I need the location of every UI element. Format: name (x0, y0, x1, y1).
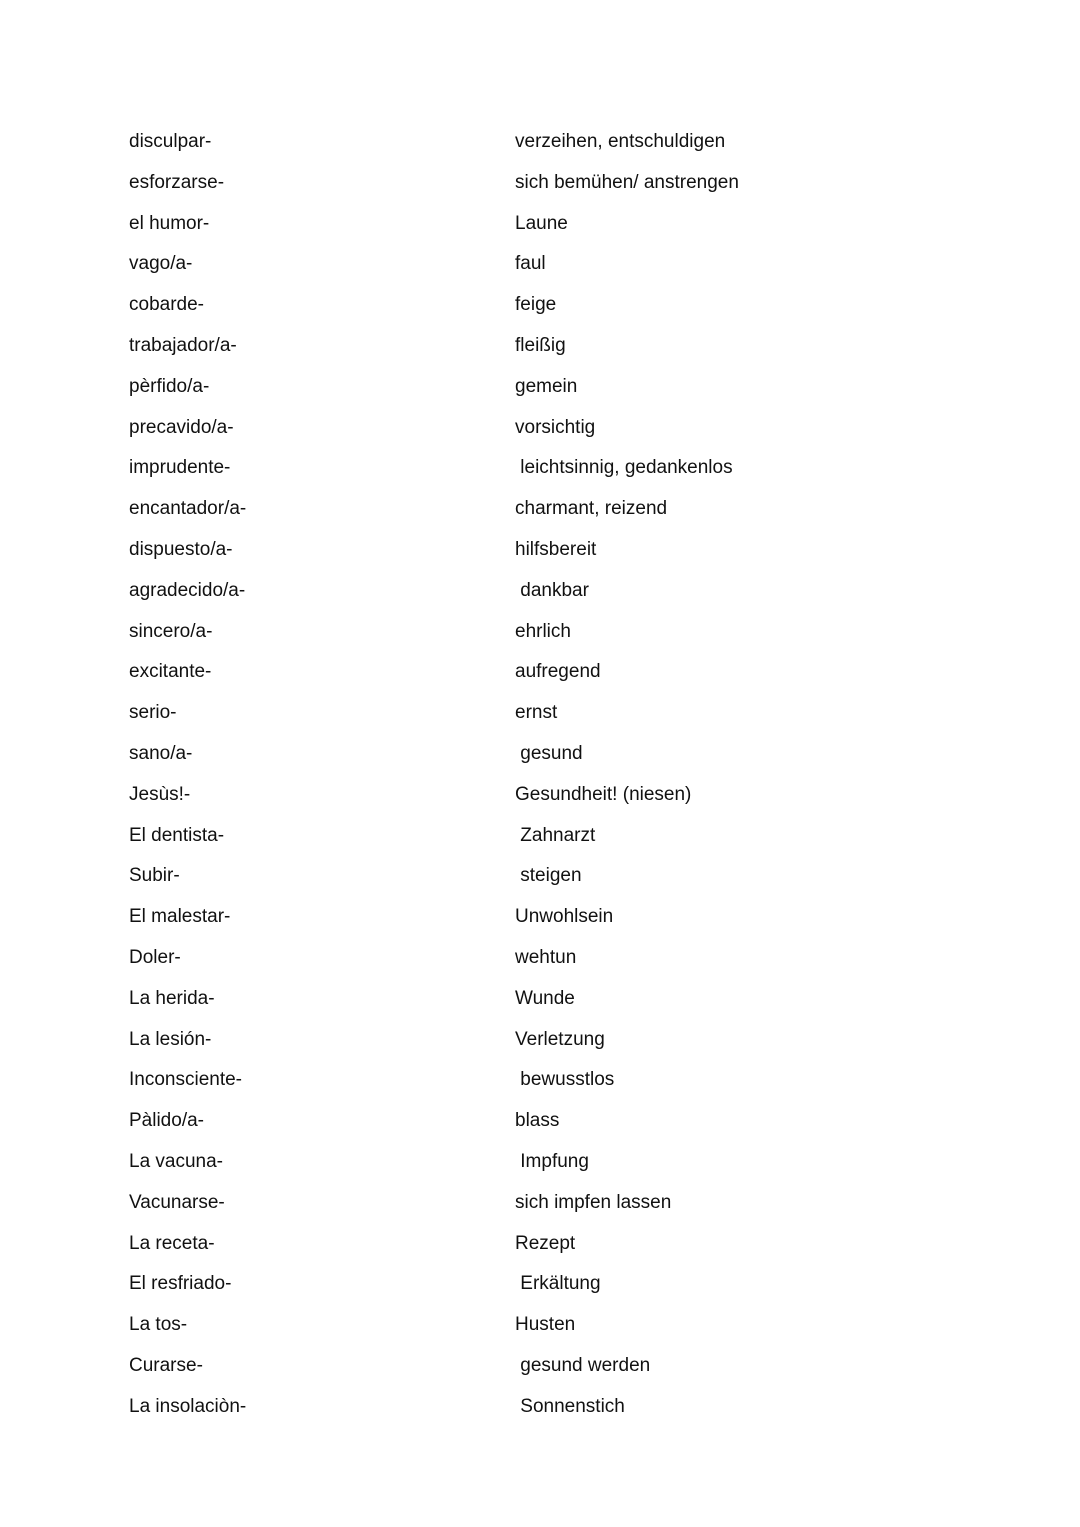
german-translation: ehrlich (515, 620, 571, 642)
german-translation: Laune (515, 212, 568, 234)
vocab-row (0, 693, 1080, 734)
german-translation: gesund (515, 742, 583, 764)
german-translation: Sonnenstich (515, 1395, 625, 1417)
spanish-term: La herida- (129, 987, 215, 1009)
spanish-term: La vacuna- (129, 1150, 224, 1172)
spanish-term: cobarde- (129, 294, 204, 316)
spanish-term: Curarse- (129, 1354, 203, 1376)
vocab-row (0, 367, 1080, 408)
spanish-term: Inconsciente- (129, 1069, 243, 1091)
vocab-row (0, 163, 1080, 204)
vocab-row (0, 1224, 1080, 1265)
vocab-row (0, 448, 1080, 489)
german-translation: Husten (515, 1314, 576, 1336)
spanish-term: sano/a- (129, 742, 193, 764)
spanish-term: Pàlido/a- (129, 1110, 204, 1132)
spanish-term: serio- (129, 702, 177, 724)
german-translation: Zahnarzt (515, 824, 596, 846)
vocab-row (0, 1387, 1080, 1428)
german-translation: vorsichtig (515, 416, 596, 438)
german-translation: sich bemühen/ anstrengen (515, 171, 739, 193)
german-translation: dankbar (515, 579, 589, 601)
spanish-term: disculpar- (129, 131, 212, 152)
spanish-term: agradecido/a- (129, 579, 246, 601)
german-translation: Rezept (515, 1232, 576, 1254)
vocab-row (0, 244, 1080, 285)
vocab-row (0, 571, 1080, 612)
vocab-row (0, 775, 1080, 816)
vocab-row (0, 938, 1080, 979)
spanish-term: excitante- (129, 661, 212, 683)
vocab-row (0, 122, 1080, 163)
spanish-term: La insolaciòn- (129, 1395, 247, 1417)
vocab-row (0, 1346, 1080, 1387)
vocab-row (0, 530, 1080, 571)
german-translation: Impfung (515, 1150, 589, 1172)
german-translation: faul (515, 253, 546, 275)
vocab-row (0, 408, 1080, 449)
german-translation: fleißig (515, 334, 566, 356)
spanish-term: Doler- (129, 946, 181, 968)
german-translation: Gesundheit! (niesen) (515, 783, 692, 805)
spanish-term: sincero/a- (129, 620, 213, 642)
vocab-row (0, 979, 1080, 1020)
vocab-row (0, 734, 1080, 775)
spanish-term: encantador/a- (129, 498, 247, 520)
vocab-row (0, 1264, 1080, 1305)
spanish-term: esforzarse- (129, 171, 225, 193)
german-translation: aufregend (515, 661, 601, 683)
german-translation: verzeihen, entschuldigen (515, 131, 726, 152)
spanish-term: El resfriado- (129, 1273, 232, 1295)
vocabulary-list (0, 122, 1080, 1428)
vocab-row (0, 1305, 1080, 1346)
spanish-term: Subir- (129, 865, 180, 887)
vocab-row (0, 1183, 1080, 1224)
spanish-term: precavido/a- (129, 416, 234, 438)
german-translation: bewusstlos (515, 1069, 615, 1091)
vocab-row (0, 1060, 1080, 1101)
german-translation: Wunde (515, 987, 575, 1009)
vocab-row (0, 897, 1080, 938)
spanish-term: La receta- (129, 1232, 215, 1254)
german-translation: wehtun (515, 946, 577, 968)
german-translation: feige (515, 294, 557, 316)
vocab-row (0, 612, 1080, 653)
german-translation: gemein (515, 375, 578, 397)
german-translation: gesund werden (515, 1354, 651, 1376)
vocab-row (0, 326, 1080, 367)
german-translation: leichtsinnig, gedankenlos (515, 457, 733, 479)
german-translation: sich impfen lassen (515, 1191, 672, 1213)
vocab-row (0, 204, 1080, 245)
german-translation: Unwohlsein (515, 906, 614, 928)
spanish-term: vago/a- (129, 253, 193, 275)
spanish-term: El malestar- (129, 906, 231, 928)
german-translation: hilfsbereit (515, 538, 597, 560)
german-translation: Erkältung (515, 1273, 601, 1295)
spanish-term: pèrfido/a- (129, 375, 210, 397)
vocab-row (0, 489, 1080, 530)
vocab-row (0, 856, 1080, 897)
vocab-row (0, 652, 1080, 693)
spanish-term: El dentista- (129, 824, 225, 846)
vocab-row (0, 816, 1080, 857)
vocab-row (0, 1142, 1080, 1183)
spanish-term: el humor- (129, 212, 210, 234)
vocab-row (0, 1020, 1080, 1061)
spanish-term: imprudente- (129, 457, 231, 479)
spanish-term: Vacunarse- (129, 1191, 225, 1213)
spanish-term: La lesión- (129, 1028, 212, 1050)
vocab-row (0, 1101, 1080, 1142)
german-translation: steigen (515, 865, 582, 887)
spanish-term: trabajador/a- (129, 334, 237, 356)
german-translation: blass (515, 1110, 560, 1132)
spanish-term: Jesùs!- (129, 783, 191, 805)
german-translation: ernst (515, 702, 558, 724)
spanish-term: La tos- (129, 1314, 188, 1336)
vocab-row (0, 285, 1080, 326)
german-translation: charmant, reizend (515, 498, 668, 520)
spanish-term: dispuesto/a- (129, 538, 233, 560)
german-translation: Verletzung (515, 1028, 605, 1050)
